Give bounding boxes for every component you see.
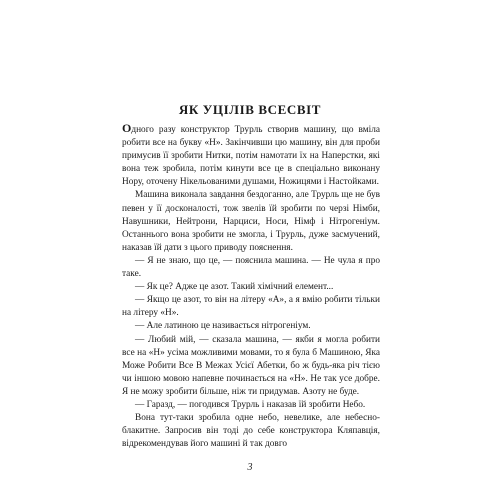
paragraph: Машина виконала завдання бездоганно, але Трурль ще не був певен у її досконалості, тож звелів їй зробити по черзі Німби, Навушники, Нейтрони, Нарциси, Носи, Німф і Нітрогеніум. Останнього вона зробити не змогла, і Трурль, дуже засмучений, наказав їй дати з цього приводу пояснення. [122, 190, 380, 253]
dialogue-line: — Як це? Адже це азот. Такий хімічний елемент... [135, 282, 334, 293]
dialogue-line: — Якщо це азот, то він на літеру «А», а я вмію робити тільки на літеру «Н». [122, 295, 380, 319]
paragraph [122, 122, 380, 189]
paragraph-text: дного разу конструктор Трурль створив машину, що вміла робити все на букву «Н». Закінчивши цю машину, він для проби примусив її зробити Нитки, потім намотати їх на Наперстки, які вона теж зробила, потім кинути все це в спеціально виконану Нору, оточену Нікельованими душами, Ножицями і Настойками. [122, 125, 380, 188]
dialogue-line: — Але латиною це називається нітрогеніум. [135, 321, 311, 332]
dialogue-line: — Я не знаю, що це, — пояснила машина. — Не чула я про таке. [122, 255, 380, 280]
initial-letter: О [122, 121, 132, 135]
dialogue-line: — Любий мій, — сказала машина, — якби я могла робити все на «Н» усіма можливими мовами, то я була б Машиною, Яка Може Робити Все В Межах Усієї Абетки, бо ж будь-яка річ тією чи іншою мовою напевне починається на «Н». Не так усе добре. Я не можу зробити більше, ніж ти придумав. Азоту не буде. [122, 334, 380, 397]
dialogue-line: — Гаразд, — погодився Трурль і наказав їй зробити Небо. [135, 399, 366, 410]
chapter-title: ЯК УЦІЛІВ ВСЕСВІТ [178, 102, 322, 117]
paragraph: Вона тут-таки зробила одне небо, невелике, але небесно-блакитне. Запросив він тоді до себе конструктора Кляпавція, відрекомендував його машині й так довго [122, 413, 380, 450]
page-number: 3 [247, 462, 253, 473]
body-text [122, 122, 380, 451]
